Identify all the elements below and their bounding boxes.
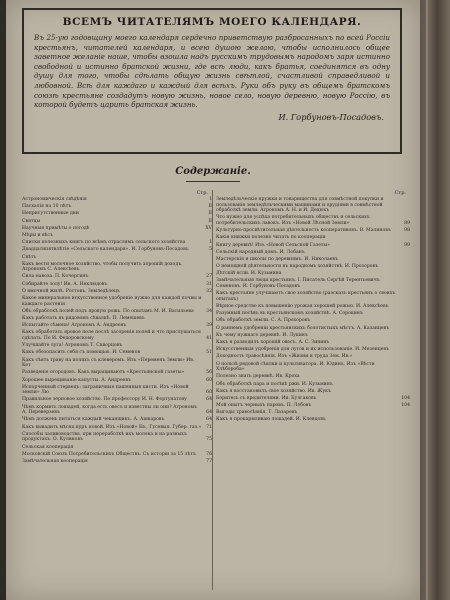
toc-entry <box>216 333 410 339</box>
toc-entry <box>22 274 212 280</box>
toc-entry-page: 76 <box>206 451 212 457</box>
toc-entry-title: Научныя примѣты о погодѣ <box>22 225 90 231</box>
toc-entry-title: Чѣмъ должень питаться каждый чеканщикъ. А. Ашкаровъ <box>22 417 165 423</box>
toc-entry-page: 64 <box>206 397 212 403</box>
toc-entry-title: Вѣрное средство къ повышенiю урожая хорошей рожью. И. Алексѣевъ <box>216 304 389 310</box>
toc-entry-title: Боритесь съ вредителями. Ив. Булгаковъ <box>216 395 317 401</box>
toc-entry-title: Какъ крестьяне улучшаютъ свое хозяйство (разсказъ крестьянъ о своихъ опытахъ) <box>216 291 396 302</box>
toc-entry <box>22 240 212 246</box>
toc-entry-title: Какъ обработать яровое поле послѣ засоренiя полей и что прислушаться сдѣлать. По И. Федоровскому <box>22 330 201 341</box>
toc-entry-page: II <box>208 211 212 217</box>
column-divider <box>212 190 213 590</box>
toc-entry <box>22 385 212 396</box>
toc-entry-title: Объ обработкѣ пара и посѣвѣ ржи. И. Кузьминъ <box>216 381 333 387</box>
toc-entry-title: Какъ вывадить мѣсяц куръ новой. Изъ «Новой» Ев., Гусевыя. Губер. газ.» <box>22 424 202 430</box>
toc-entry <box>216 250 410 256</box>
toc-entry-page: II <box>208 204 212 210</box>
toc-entry-title: Какое минеральное искусственное удобренiе нужно для каждой почвы и каждаго растенiя <box>22 296 202 307</box>
toc-entry <box>22 255 212 261</box>
toc-column-left <box>22 190 212 594</box>
toc-entry <box>216 271 410 277</box>
toc-entry <box>216 396 410 402</box>
toc-entry-page: 51 <box>206 350 212 356</box>
toc-entry <box>22 323 212 329</box>
toc-entry <box>216 311 410 317</box>
toc-entry <box>22 204 212 210</box>
toc-entry-title: Двадцатипятилѣтiе «Сельского календаря». И. Горбуновъ-Посадовъ <box>22 247 189 253</box>
toc-entry-title: Какiя книжки полезно читать по кооперацiи <box>216 235 326 241</box>
toc-entry <box>216 340 410 346</box>
toc-entry-page: 41 <box>206 335 212 341</box>
toc-entry-page: 64 <box>206 410 212 416</box>
toc-entry-page: 5 <box>209 247 212 253</box>
toc-entry-page: 56 <box>206 370 212 376</box>
toc-entry-title: Замѣчательныя люди крестьянъ. І. Писатель Сергѣй Терентьевичъ Семеновъ. И. Горбуновъ-Посадовъ <box>216 278 380 290</box>
toc-entry <box>216 403 410 409</box>
toc-entry-page: 75 <box>206 437 212 443</box>
toc-entry-title: Чѣмъ кормить лошадей, когда есть овесъ и известны ли они? Агрономъ А. Переверзевъ <box>22 404 197 416</box>
toc-entry-title: Какъ я восстановилъ свое хозяйство. Ив. Жукъ <box>216 388 331 394</box>
toc-entry <box>216 278 410 289</box>
toc-entry <box>22 425 212 431</box>
toc-entry <box>216 362 410 373</box>
toc-entry-title: Улучшайте луга! Агрономъ Т. Скворцовъ <box>22 343 123 349</box>
toc-entry-page: II <box>208 218 212 224</box>
toc-entry-title: Мастерскiя и школы по деревнямъ. И. Николаевъ <box>216 256 338 262</box>
toc-entry-page: 1 <box>209 240 212 246</box>
toc-entry <box>22 330 212 341</box>
toc-entry-title: Книгу деревнѣ! Изъ «Новой Сельской Газеты» <box>216 242 330 248</box>
toc-entry <box>216 389 410 395</box>
toc-entry-title: Собирайте золу! Ив. А. Неклюдовъ <box>22 281 108 287</box>
toc-entry-title: О пользѣ рядовой сѣялки и культиватора. И. Юдинъ. Изъ «Вѣсти Хлѣбороба» <box>216 361 375 373</box>
toc-entry <box>22 378 212 384</box>
notice-title: ВСЕМЪ ЧИТАТЕЛЯМЪ МОЕГО КАЛЕНДАРЯ. <box>62 16 362 28</box>
toc-entry-page: 31 <box>206 281 212 287</box>
toc-entry-page: 89 <box>404 220 410 226</box>
toc-entry-page: 104 <box>401 403 410 409</box>
toc-entry-title: Къ чему нужнаго деревнѣ. И. Лукинъ <box>216 332 308 338</box>
notice-signature: И. Горбуновъ-Посадовъ. <box>278 111 384 122</box>
toc-entry-title: Испытайте сѣмена! Агрономъ А. Андреевъ <box>22 323 127 329</box>
toc-entry-page: 98 <box>404 228 410 234</box>
toc-entry <box>216 410 410 416</box>
toc-entry <box>22 316 212 322</box>
toc-entry-title: О немощной дѣятельности въ народномъ хозяйствѣ. И. Прозоровъ <box>216 264 379 270</box>
toc-entry-title: Списки полезныхъ книгъ по всѣмъ отраслямъ сельского хозяйства <box>22 240 186 246</box>
toc-entry-title: Мѣры и вѣсъ <box>22 232 53 238</box>
toc-entry-page: 34 <box>206 308 212 314</box>
toc-entry-title: Московскiй Союзъ Потребительскихъ Обществъ. Съ исторiи за 15 лѣтъ <box>22 451 196 457</box>
toc-entry-page: 99 <box>404 242 410 248</box>
toc-entry-title: Правильное зерновое хозяйство. По профессору И. Н. Фортунатову <box>22 397 187 403</box>
toc-entry-title: Астрономическiя свѣдѣнiя <box>22 197 87 202</box>
toc-entry <box>22 417 212 423</box>
toc-entry-title: Сельская кооперацiя <box>22 444 74 450</box>
toc-entry <box>22 350 212 356</box>
toc-entry <box>22 309 212 315</box>
toc-entry <box>22 445 212 451</box>
toc-entry <box>22 197 212 203</box>
toc-title: Содержанiе. <box>175 166 251 177</box>
toc-entry <box>216 354 410 360</box>
toc-entry-title: Культурно-просвѣтительная дѣятельность кооперативовъ. В. Малиновъ <box>216 228 391 234</box>
toc-entry <box>22 432 212 443</box>
adjacent-page-edge <box>418 0 450 600</box>
toc-entry-title: Выгоды травосѣянiя. Т. Лазаревъ <box>216 410 298 416</box>
toc-entry-page: 60 <box>206 377 212 383</box>
toc-entry-page: 27 <box>206 274 212 280</box>
toc-entry-title: Хорошее вырещиванiе капусты. А. Андреевъ <box>22 377 131 383</box>
toc-entry <box>216 326 410 332</box>
toc-entry-title: Какъ я прокармливаю лошадей. И. Клевцовъ <box>216 417 326 423</box>
toc-entry <box>22 247 212 253</box>
toc-entry-title: Полезно знать деревнѣ. Ив. Кроха <box>216 374 300 380</box>
toc-entry-title: Что нужно для успѣха потребительныхъ обществъ и сельскихъ потребительскихъ лавокъ. Изъ «Новой Лѣсной Земли» <box>216 215 370 226</box>
toc-entry-title: Разумный посѣвъ въ крестьянскомъ хозяйствѣ. А. Сорокинъ <box>216 311 363 317</box>
toc-entry-title: Мой опытъ черныхъ паровъ. П. Лобовъ <box>216 403 312 409</box>
toc-entry-page: 32 <box>206 288 212 294</box>
toc-entry-page: 104 <box>401 395 410 401</box>
toc-entry-title: Сельскiй народный домъ. И. Лобанъ <box>216 249 305 255</box>
toc-entry-title: О раннемъ удобренiи крестьянскихъ болотистыхъ мѣстъ. А. Казанцевъ <box>216 325 390 331</box>
toc-entry-title: О ямочной жилѣ. Ростовъ. Земледѣлецъ <box>22 288 120 294</box>
toc-entry <box>22 282 212 288</box>
toc-entry-title: Объ обработкѣ полей подъ яровую рожь. По опытамъ М. И. Васильева <box>22 308 194 314</box>
toc-entry-page: 39 <box>206 323 212 329</box>
toc-entry-title: Какъ я разводилъ хорошiй овесъ. А. С. Зининъ <box>216 339 330 345</box>
toc-entry-title: Какъ вести молочное хозяйство, чтобы получить хорошiй доходъ. Агрономъ С. Алексѣевъ <box>22 261 183 273</box>
toc-entry <box>22 358 212 369</box>
toc-title-rule <box>186 181 240 182</box>
toc-entry-title: Доходность травосѣянiя. Изъ «Жизни и труда Зем. Ив.» <box>216 354 353 360</box>
toc-entry <box>22 370 212 376</box>
notice-text: Въ 25-ую годовщину моего календаря сердечно приветствую разбросанныхъ по всей Россiи крестьянъ, читателей календаря, и всею душою желаю, чтобы исполнилось общее заветное желанiе наше, чтобы взошла надъ русскимъ трудовымъ народомъ заря истинно свободной и истинно братской жизни, где всѣ люди, какъ братья, соединятся въ одну душу для того, чтобы сдѣлать общую жизнь свѣтлой, счастливой справедливой и любовной. Всѣ для каждаго и каждый для всѣхъ. Руки объ руку въ общемъ братскомъ союзѣ крестьяне создадутъ новую жизнь, новое село, новую деревню, новую Россiю, въ которой будетъ царить братская жизнь. <box>34 33 390 110</box>
calendar-page <box>6 0 420 600</box>
toc-entry-title: Земледѣльческiе кружки и товарищества для совмѣстной покупки и пользованiя земледѣльческими машинами и орудiями в совмѣстной обработкѣ земли. Агрономъ А. Н. и И. Дедюхъ <box>216 197 384 214</box>
toc-entry <box>216 347 410 353</box>
toc-entry-title: Способы заливоводства, при переработкѣ ихъ молока и на разныхъ продуктахъ. О. Куликовъ <box>22 431 187 443</box>
toc-entry <box>22 405 212 416</box>
toc-entry-page: 60 <box>206 390 212 396</box>
toc-entry <box>216 243 410 249</box>
toc-entry-title: Какъ сѣять траву на поляхъ съ клеверомъ. Изъ «Переменъ Земли» Ив. Кот <box>22 357 195 369</box>
toc-entry <box>22 452 212 458</box>
toc-entry <box>22 262 212 273</box>
toc-entry <box>216 228 410 234</box>
toc-entry <box>22 226 212 232</box>
toc-entry-title: Дѣтскiй ясли. И. Кузьмина <box>216 271 282 277</box>
toc-entry <box>22 343 212 349</box>
toc-entry <box>216 304 410 310</box>
toc-entry-title: Какъ работать въ рядовомъ сѣвалкѣ. П. Лемешевъ <box>22 316 145 321</box>
toc-entry-page: XV <box>205 225 212 231</box>
toc-entry-title: Святцы <box>22 218 41 224</box>
toc-entry <box>216 374 410 380</box>
toc-entry <box>22 459 212 465</box>
toc-entry <box>216 235 410 241</box>
toc-entry-page: 77 <box>206 458 212 464</box>
toc-entry-title: Разведенiе огородовъ. Какъ выращиваютъ «Крестьянской газеты» <box>22 370 185 376</box>
toc-entry <box>216 417 410 423</box>
toc-entry <box>216 291 410 302</box>
toc-entry-title: Объ обработкѣ земли. С. А. Прохоровъ <box>216 318 311 324</box>
toc-entry <box>22 211 212 217</box>
toc-entry-title: Испорченный стервецъ: заграничные пашенныя кисти. Изъ «Новой земли» Лю <box>22 384 189 396</box>
toc-entry-title: Неприсутственные дни <box>22 211 79 217</box>
toc-entry <box>216 318 410 324</box>
toc-entry <box>216 382 410 388</box>
toc-entry-title: Свѣтъ <box>22 254 37 260</box>
toc-entry-page: 1 <box>209 197 212 202</box>
toc-entry <box>22 397 212 403</box>
toc-entry-title: Замѣчательная кооперацiя <box>22 458 88 464</box>
notice-box <box>22 8 402 154</box>
toc-entry-title: Сила навоза. П. Кочергинъ <box>22 274 89 280</box>
toc-entry <box>22 219 212 225</box>
toc-entry <box>216 264 410 270</box>
toc-entry <box>216 197 410 214</box>
toc-entry <box>216 215 410 226</box>
toc-entry <box>22 233 212 239</box>
toc-entry <box>216 257 410 263</box>
toc-column-right <box>216 190 410 594</box>
toc-entry-title: Искусственныя удобренiя для лугов и их использованiе. И. Мезенцевъ <box>216 347 389 353</box>
toc-entry-title: Какъ обезопасить себя съ помощью. И. Семенов <box>22 350 141 356</box>
page-column-label: Стр. <box>394 190 406 196</box>
toc-entry-page: 71 <box>206 424 212 430</box>
page-column-label: Стр. <box>196 190 208 196</box>
toc-entry <box>22 289 212 295</box>
toc-entry-page: 64 <box>206 417 212 423</box>
toc-entry-title: Пасхалiя на 10 лѣтъ <box>22 204 72 210</box>
toc-entry <box>22 296 212 307</box>
